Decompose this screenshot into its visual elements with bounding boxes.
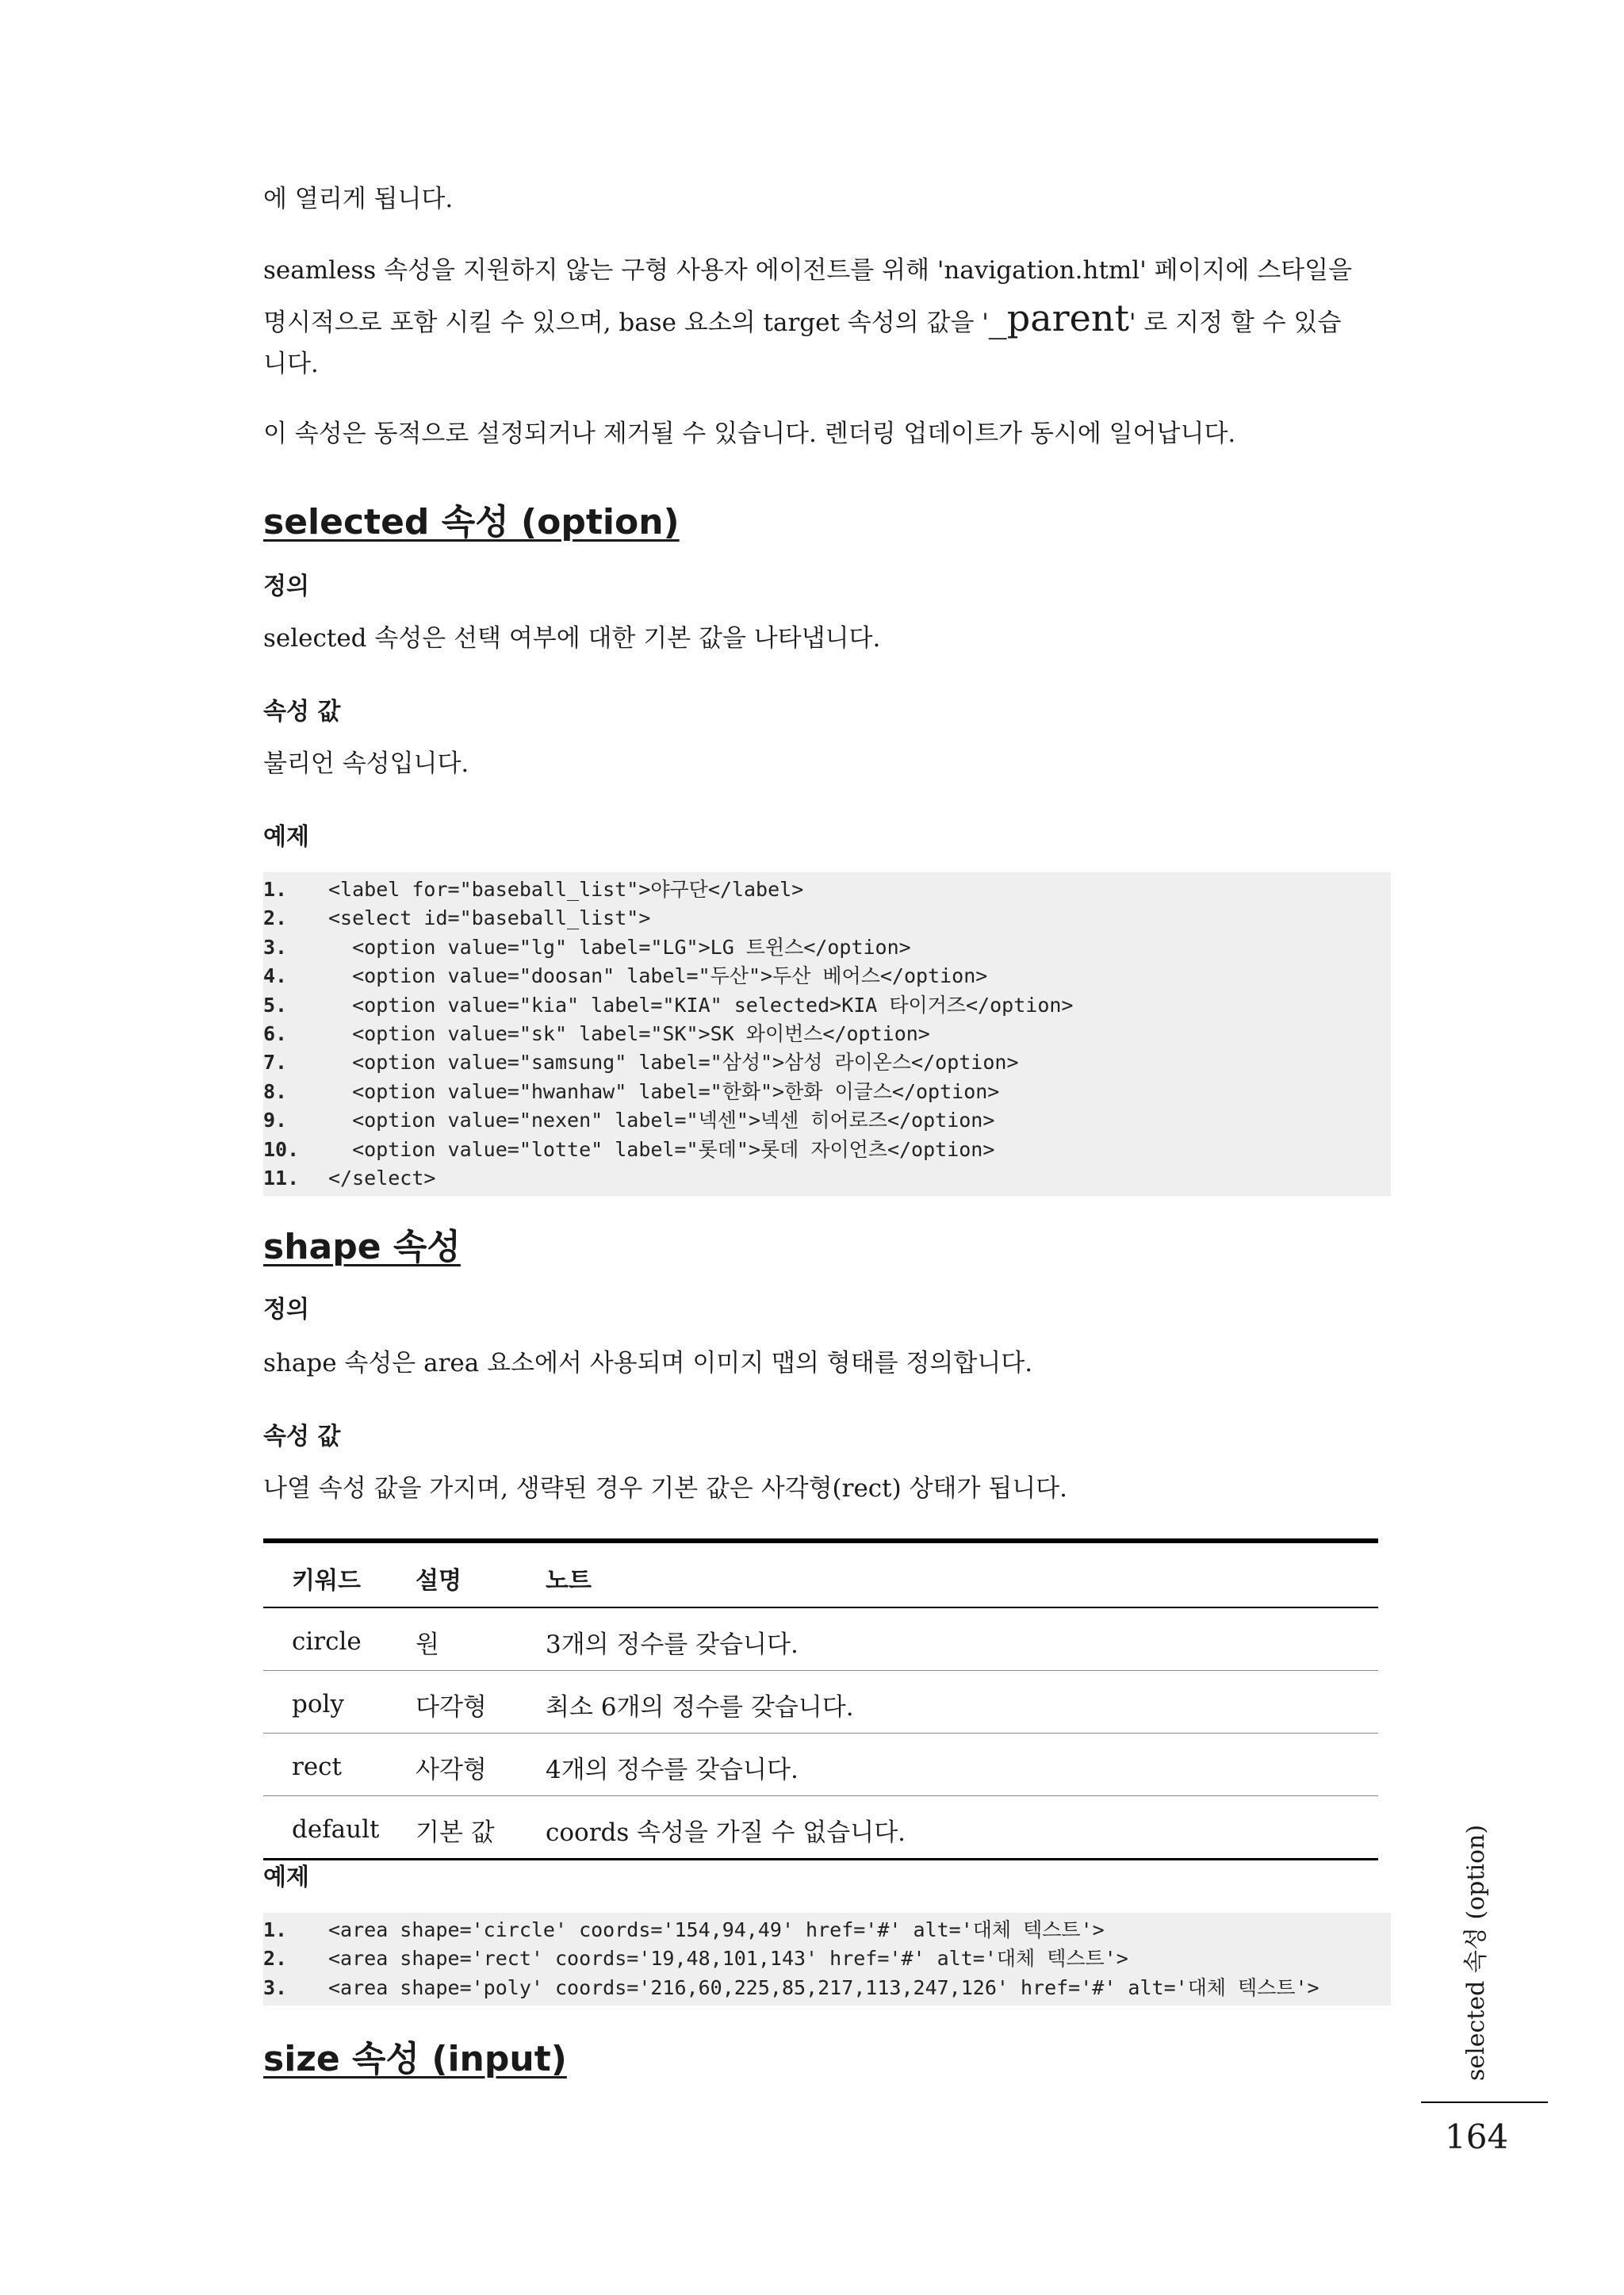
selected-section-title: selected 속성 (option) xyxy=(263,502,680,542)
code-line-text: <label for="baseball_list">야구단</label> xyxy=(328,878,804,901)
table-row xyxy=(263,1607,1378,1671)
code-line-text: <option value="kia" label="KIA" selected>KIA 타이거즈</option> xyxy=(328,993,1074,1017)
code-line xyxy=(263,1048,1391,1077)
shape-value-text: 나열 속성 값을 가지며, 생략된 경우 기본 값은 사각형(rect) 상태가 됩니다. xyxy=(263,1474,1067,1503)
table-row xyxy=(263,1796,1378,1860)
code-line-text: <area shape='rect' coords='19,48,101,143' href='#' alt='대체 텍스트'> xyxy=(328,1947,1128,1971)
intro-paragraph-1: 에 열리게 됩니다. xyxy=(263,185,454,213)
running-section-label xyxy=(1461,1826,1508,2081)
code-line-text: <option value="nexen" label="넥센">넥센 히어로즈</option> xyxy=(328,1109,995,1132)
code-line-number: 1. xyxy=(263,878,288,901)
code-line-number: 11. xyxy=(263,1166,300,1190)
code-line-number: 1. xyxy=(263,1918,288,1941)
code-line-number: 4. xyxy=(263,964,288,988)
code-line-number: 10. xyxy=(263,1137,300,1161)
size-section-title: size 속성 (input) xyxy=(263,2039,567,2079)
table-cell-note: 3개의 정수를 갖습니다. xyxy=(546,1607,1378,1671)
code-line-number: 3. xyxy=(263,935,288,959)
code-line-text: <option value="sk" label="SK">SK 와이번스</option> xyxy=(328,1021,930,1045)
code-line-number: 5. xyxy=(263,993,288,1017)
code-line xyxy=(263,1916,1391,1944)
table-row xyxy=(263,1734,1378,1796)
code-line-number: 6. xyxy=(263,1021,288,1045)
code-line-number: 7. xyxy=(263,1051,288,1075)
code-line xyxy=(263,904,1391,933)
code-line-text: <select id="baseball_list"> xyxy=(328,906,651,930)
shape-value-heading: 속성 값 xyxy=(263,1423,341,1450)
code-line xyxy=(263,1136,1391,1164)
selected-value-text: 불리언 속성입니다. xyxy=(263,749,469,778)
code-line-text: <option value="lotte" label="롯데">롯데 자이언츠</option> xyxy=(328,1137,995,1161)
parent-keyword: _parent xyxy=(988,297,1129,339)
selected-example-heading: 예제 xyxy=(263,823,309,851)
selected-definition-heading: 정의 xyxy=(263,573,309,600)
code-line-number: 9. xyxy=(263,1109,288,1132)
intro-paragraph-2-line-3: 니다. xyxy=(263,350,319,378)
shape-keyword-table xyxy=(263,1538,1378,1860)
running-section-label-text: selected 속성 (option) xyxy=(1462,1824,1490,2081)
intro-paragraph-2-line-2 xyxy=(263,295,1373,346)
code-line xyxy=(263,962,1391,990)
shape-code-block xyxy=(263,1913,1391,2006)
table-cell-note: coords 속성을 가질 수 없습니다. xyxy=(546,1818,906,1847)
table-cell-description: 사각형 xyxy=(416,1734,546,1796)
code-line xyxy=(263,933,1391,962)
intro-paragraph-2-line-1: seamless 속성을 지원하지 않는 구형 사용자 에이전트를 위해 'navigation.html' 페이지에 스타일을 xyxy=(263,256,1353,285)
table-row xyxy=(263,1671,1378,1734)
code-line-text: <option value="samsung" label="삼성">삼성 라이온스</option> xyxy=(328,1051,1019,1075)
code-line-number: 3. xyxy=(263,1975,288,1999)
code-line-text: <area shape='poly' coords='216,60,225,85,217,113,247,126' href='#' alt='대체 텍스트'> xyxy=(328,1975,1320,1999)
code-line xyxy=(263,1974,1391,2002)
selected-value-heading: 속성 값 xyxy=(263,698,341,726)
table-cell-keyword: circle xyxy=(263,1607,416,1671)
table-cell-description: 원 xyxy=(416,1607,546,1671)
intro-paragraph-2-text-b: ' 로 지정 할 수 있습 xyxy=(1128,308,1342,337)
code-line xyxy=(263,1106,1391,1135)
table-cell-description: 다각형 xyxy=(416,1671,546,1734)
intro-paragraph-3: 이 속성은 동적으로 설정되거나 제거될 수 있습니다. 렌더링 업데이트가 동시에 일어납니다. xyxy=(263,420,1236,448)
table-cell-keyword: poly xyxy=(263,1671,416,1734)
table-cell-keyword: rect xyxy=(263,1734,416,1796)
code-line xyxy=(263,1164,1391,1193)
selected-code-block xyxy=(263,872,1391,1196)
code-line-text: <area shape='circle' coords='154,94,49' href='#' alt='대체 텍스트'> xyxy=(328,1918,1105,1941)
page-number: 164 xyxy=(1445,2117,1509,2156)
code-line-text: <option value="lg" label="LG">LG 트윈스</option> xyxy=(328,935,911,959)
table-cell-description: 기본 값 xyxy=(416,1818,495,1847)
code-line-text: <option value="doosan" label="두산">두산 베어스</option> xyxy=(328,964,988,988)
code-line xyxy=(263,1020,1391,1048)
shape-definition-text: shape 속성은 area 요소에서 사용되며 이미지 맵의 형태를 정의합니다. xyxy=(263,1349,1033,1377)
table-header-description: 설명 xyxy=(416,1541,546,1607)
code-line-number: 8. xyxy=(263,1079,288,1103)
table-header-note: 노트 xyxy=(546,1541,1378,1607)
code-line xyxy=(263,1944,1391,1973)
selected-definition-text: selected 속성은 선택 여부에 대한 기본 값을 나타냅니다. xyxy=(263,624,881,653)
code-line-number: 2. xyxy=(263,906,288,930)
intro-paragraph-2-text-a: 명시적으로 포함 시킬 수 있으며, base 요소의 target 속성의 값을 ' xyxy=(263,308,989,337)
code-line xyxy=(263,991,1391,1020)
code-line-text: </select> xyxy=(328,1166,436,1190)
table-header-row xyxy=(263,1541,1378,1607)
code-line xyxy=(263,875,1391,904)
table-header-keyword: 키워드 xyxy=(263,1541,416,1607)
code-line-text: <option value="hwanhaw" label="한화">한화 이글스</option> xyxy=(328,1079,1000,1103)
table-cell-note: 최소 6개의 정수를 갖습니다. xyxy=(546,1671,1378,1734)
table-cell-note: 4개의 정수를 갖습니다. xyxy=(546,1734,1378,1796)
code-line-number: 2. xyxy=(263,1947,288,1971)
page-number-rule xyxy=(1421,2102,1548,2103)
code-line xyxy=(263,1078,1391,1106)
shape-section-title: shape 속성 xyxy=(263,1227,461,1267)
shape-example-heading: 예제 xyxy=(263,1864,309,1891)
shape-definition-heading: 정의 xyxy=(263,1296,309,1324)
table-cell-keyword: default xyxy=(292,1815,380,1844)
